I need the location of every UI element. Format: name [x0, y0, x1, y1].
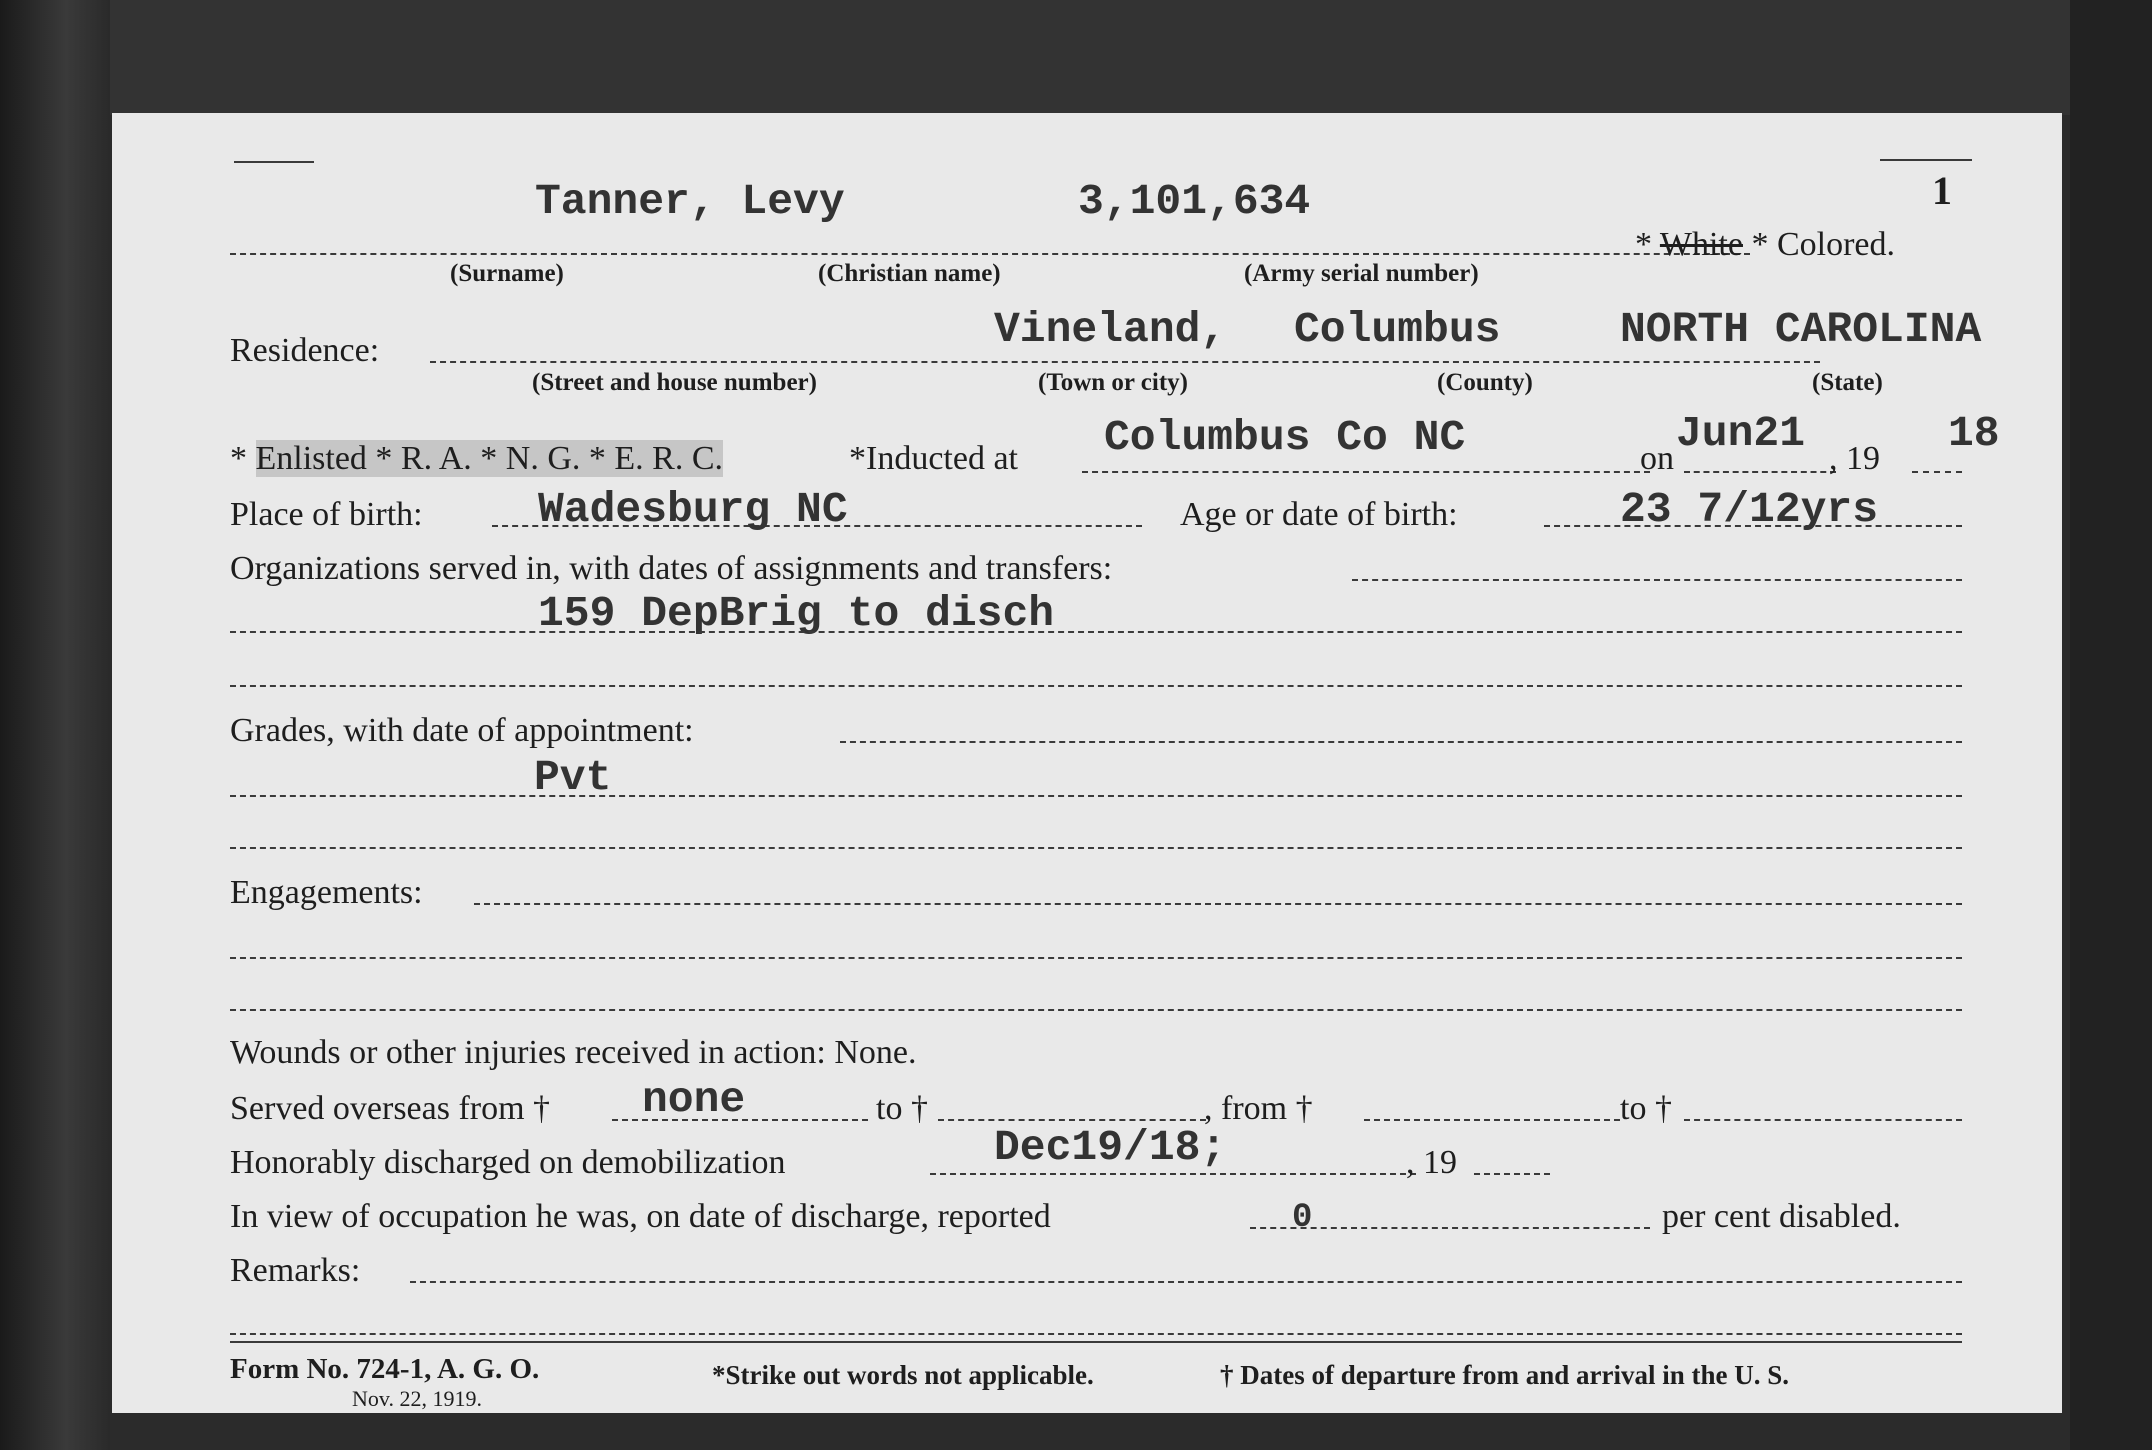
caption-surname: (Surname) — [450, 260, 564, 287]
discharge-year-line — [1474, 1173, 1550, 1175]
overseas-from2-label: , from † — [1204, 1090, 1313, 1127]
remarks-line-1 — [410, 1281, 1962, 1283]
organizations-line-1 — [1352, 579, 1962, 581]
disability-label: In view of occupation he was, on date of discharge, reported — [230, 1198, 1051, 1235]
residence-label: Residence: — [230, 332, 380, 369]
inducted-year-line — [1912, 471, 1962, 473]
overseas-to2-line — [1684, 1119, 1962, 1121]
remarks-line-2 — [230, 1333, 1962, 1335]
inducted-on-date: Jun21 — [1676, 409, 1806, 458]
inducted-on-line — [1684, 471, 1836, 473]
discharge-label: Honorably discharged on demobilization — [230, 1144, 786, 1181]
name-line — [230, 253, 1750, 255]
scan-background-left — [0, 0, 110, 1450]
age-value: 23 7/12yrs — [1620, 485, 1879, 534]
race-field: * White * Colored. — [1635, 226, 1896, 263]
inducted-on-label: on — [1640, 440, 1674, 477]
disability-value: 0 — [1292, 1199, 1313, 1237]
scan-background-top — [0, 0, 2152, 115]
scan-background-right — [2070, 0, 2152, 1450]
overseas-to-label: to † — [876, 1090, 928, 1127]
remarks-rule — [230, 1341, 1962, 1343]
inducted-year: 18 — [1948, 409, 2000, 458]
race-white: White — [1659, 226, 1743, 263]
overseas-to2-label: to † — [1620, 1090, 1672, 1127]
grades-line-1 — [840, 741, 1962, 743]
caption-town: (Town or city) — [1038, 369, 1188, 396]
caption-serial-number: (Army serial number) — [1244, 260, 1479, 287]
residence-town: Vineland, — [994, 305, 1227, 354]
grades-line-3 — [230, 847, 1962, 849]
top-left-rule — [234, 161, 314, 163]
disability-suffix: per cent disabled. — [1662, 1198, 1901, 1235]
discharge-year-prefix: , 19 — [1406, 1144, 1457, 1181]
discharge-line — [930, 1173, 1416, 1175]
remarks-label: Remarks: — [230, 1252, 361, 1289]
engagements-label: Engagements: — [230, 874, 423, 911]
race-colored: Colored. — [1776, 226, 1896, 263]
footnote-strike-out: *Strike out words not applicable. — [712, 1360, 1094, 1390]
caption-christian-name: (Christian name) — [818, 260, 1001, 287]
engagements-line-1 — [474, 903, 1962, 905]
overseas-from2-line — [1364, 1119, 1620, 1121]
serial-number-value: 3,101,634 — [1078, 177, 1311, 226]
residence-state: NORTH CAROLINA — [1620, 305, 1982, 354]
engagements-line-2 — [230, 957, 1962, 959]
caption-state: (State) — [1812, 369, 1883, 396]
inducted-at-value: Columbus Co NC — [1104, 413, 1466, 462]
overseas-from-label: Served overseas from † — [230, 1090, 551, 1127]
inducted-at-label: *Inducted at — [849, 440, 1018, 477]
grades-line-2 — [230, 795, 1962, 797]
overseas-to-line — [938, 1119, 1206, 1121]
service-record-card — [112, 113, 2062, 1413]
residence-line — [430, 361, 1820, 363]
organizations-label: Organizations served in, with dates of assignments and transfers: — [230, 550, 1113, 587]
name-value: Tanner, Levy — [535, 177, 845, 226]
top-right-rule — [1880, 159, 1972, 161]
organizations-value: 159 DepBrig to disch — [538, 589, 1055, 638]
wounds-text: Wounds or other injuries received in action: None. — [230, 1034, 917, 1071]
footnote-dates: † Dates of departure from and arrival in the U. S. — [1220, 1360, 1789, 1390]
form-number: Form No. 724-1, A. G. O. — [230, 1353, 540, 1385]
enlisted-field: * Enlisted * R. A. * N. G. * E. R. C. — [230, 440, 724, 477]
organizations-line-3 — [230, 685, 1962, 687]
engagements-line-3 — [230, 1009, 1962, 1011]
grades-label: Grades, with date of appointment: — [230, 712, 694, 749]
card-number: 1 — [1932, 168, 1952, 213]
residence-county: Columbus — [1294, 305, 1501, 354]
form-date: Nov. 22, 1919. — [352, 1386, 482, 1411]
caption-county: (County) — [1437, 369, 1533, 396]
organizations-line-2 — [230, 631, 1962, 633]
inducted-year-prefix: , 19 — [1829, 440, 1880, 477]
age-label: Age or date of birth: — [1180, 496, 1458, 533]
overseas-from-value: none — [642, 1075, 746, 1124]
enlisted-options: Enlisted * R. A. * N. G. * E. R. C. — [255, 440, 724, 477]
caption-street: (Street and house number) — [532, 369, 817, 396]
grades-value: Pvt — [534, 753, 612, 802]
place-of-birth-label: Place of birth: — [230, 496, 423, 533]
inducted-at-line — [1082, 471, 1650, 473]
discharge-value: Dec19/18; — [994, 1123, 1227, 1172]
place-of-birth-value: Wadesburg NC — [538, 485, 848, 534]
